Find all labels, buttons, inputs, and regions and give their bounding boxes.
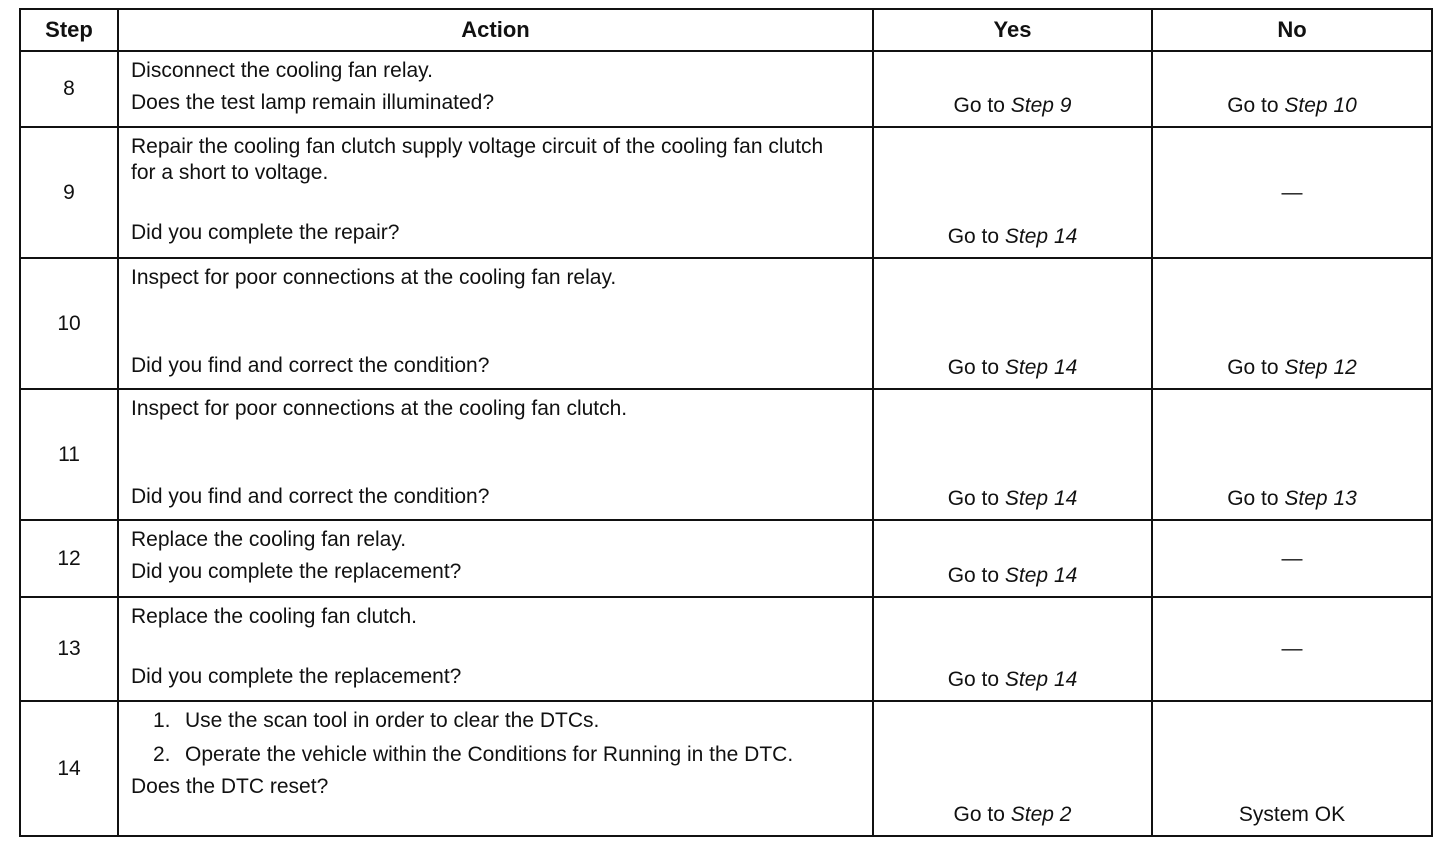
no-text: — xyxy=(1281,546,1303,570)
action-text: Repair the cooling fan clutch supply voltage circuit of the cooling fan clutch for a short to voltage. xyxy=(131,135,824,184)
list-item xyxy=(131,708,862,734)
step-number: 9 xyxy=(20,127,118,258)
no-text: — xyxy=(1281,180,1303,204)
no-target: Step 13 xyxy=(1284,487,1357,510)
action-cell xyxy=(118,127,873,258)
header-yes: Yes xyxy=(873,9,1152,51)
no-cell xyxy=(1152,520,1432,597)
table-row xyxy=(20,258,1432,389)
yes-cell xyxy=(873,258,1152,389)
action-question: Does the test lamp remain illuminated? xyxy=(131,91,495,114)
table-row xyxy=(20,701,1432,836)
list-item-number: 1. xyxy=(153,709,171,732)
yes-target: Step 14 xyxy=(1004,225,1078,248)
yes-target: Step 14 xyxy=(1004,487,1078,510)
list-item-number: 2. xyxy=(153,743,171,766)
table-row xyxy=(20,597,1432,701)
yes-cell xyxy=(873,389,1152,520)
table-header-row xyxy=(20,9,1432,51)
no-target: Step 12 xyxy=(1284,356,1357,379)
table-row xyxy=(20,389,1432,520)
action-text: Replace the cooling fan clutch. xyxy=(131,605,418,628)
no-cell xyxy=(1152,597,1432,701)
yes-cell xyxy=(873,701,1152,836)
table-row xyxy=(20,127,1432,258)
yes-target: Step 9 xyxy=(1010,94,1072,117)
diagnostic-table xyxy=(19,8,1433,837)
action-text: Inspect for poor connections at the cooling fan relay. xyxy=(131,266,617,289)
step-number: 14 xyxy=(20,701,118,836)
yes-prefix: Go to xyxy=(947,668,1000,691)
list-item xyxy=(131,742,825,768)
action-cell xyxy=(118,701,873,836)
yes-target: Step 14 xyxy=(1004,356,1078,379)
action-text: Inspect for poor connections at the cooling fan clutch. xyxy=(131,397,628,420)
no-cell xyxy=(1152,389,1432,520)
action-text: Disconnect the cooling fan relay. xyxy=(131,59,433,82)
yes-target: Step 14 xyxy=(1004,564,1078,587)
header-step: Step xyxy=(20,9,118,51)
no-prefix: Go to xyxy=(1227,94,1279,117)
action-question: Did you complete the replacement? xyxy=(131,665,462,688)
table-row xyxy=(20,520,1432,597)
no-cell xyxy=(1152,701,1432,836)
action-cell xyxy=(118,520,873,597)
step-number: 11 xyxy=(20,389,118,520)
yes-target: Step 2 xyxy=(1010,803,1072,826)
no-text: — xyxy=(1281,637,1303,660)
action-cell xyxy=(118,389,873,520)
header-action: Action xyxy=(118,9,873,51)
yes-prefix: Go to xyxy=(947,564,1000,587)
no-cell xyxy=(1152,258,1432,389)
yes-cell xyxy=(873,127,1152,258)
yes-prefix: Go to xyxy=(953,803,1005,826)
yes-cell xyxy=(873,520,1152,597)
no-prefix: Go to xyxy=(1227,487,1279,510)
no-cell xyxy=(1152,51,1432,127)
table-row xyxy=(20,51,1432,127)
no-target: Step 10 xyxy=(1284,94,1357,117)
action-cell xyxy=(118,258,873,389)
yes-target: Step 14 xyxy=(1004,668,1078,691)
action-question: Did you complete the repair? xyxy=(131,221,400,244)
action-question: Did you complete the replacement? xyxy=(131,560,462,583)
yes-prefix: Go to xyxy=(947,225,1000,248)
list-item-text: Use the scan tool in order to clear the DTCs. xyxy=(185,709,600,732)
step-number: 10 xyxy=(20,258,118,389)
list-item-text: Operate the vehicle within the Conditions for Running in the DTC. xyxy=(185,743,794,766)
step-number: 12 xyxy=(20,520,118,597)
diagnostic-table-container xyxy=(19,8,1431,837)
yes-prefix: Go to xyxy=(947,487,1000,510)
action-cell xyxy=(118,51,873,127)
step-number: 8 xyxy=(20,51,118,127)
header-no: No xyxy=(1152,9,1432,51)
action-question: Did you find and correct the condition? xyxy=(131,354,490,377)
no-text: System OK xyxy=(1238,803,1346,826)
yes-cell xyxy=(873,51,1152,127)
action-cell xyxy=(118,597,873,701)
yes-prefix: Go to xyxy=(947,356,1000,379)
action-question: Did you find and correct the condition? xyxy=(131,485,490,508)
no-cell xyxy=(1152,127,1432,258)
action-steps-list xyxy=(131,702,862,768)
action-question: Does the DTC reset? xyxy=(131,775,329,798)
action-text: Replace the cooling fan relay. xyxy=(131,528,407,551)
no-prefix: Go to xyxy=(1227,356,1279,379)
step-number: 13 xyxy=(20,597,118,701)
yes-cell xyxy=(873,597,1152,701)
yes-prefix: Go to xyxy=(953,94,1005,117)
